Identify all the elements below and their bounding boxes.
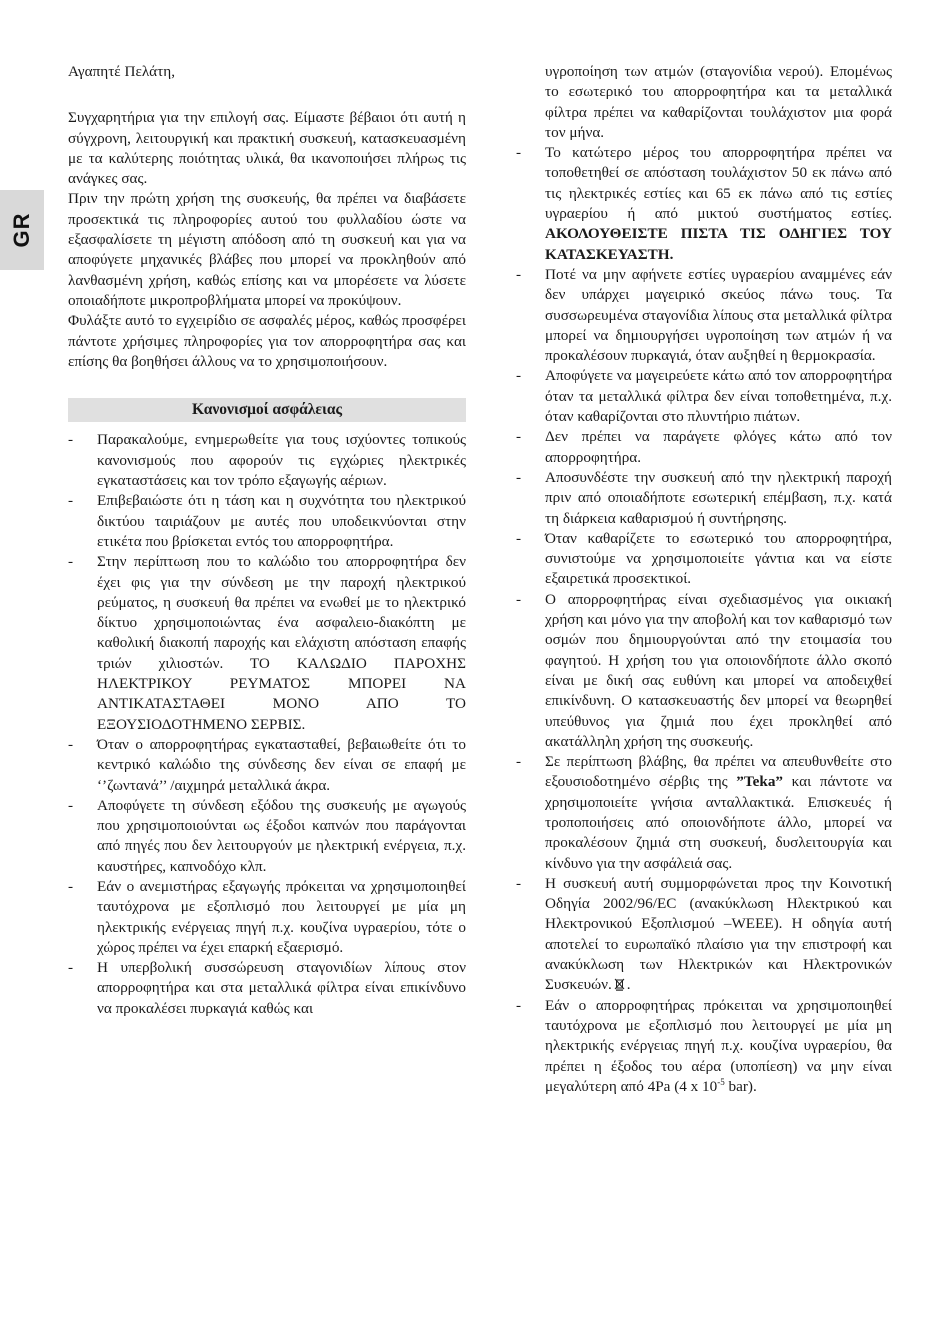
pressure-text-end: bar).: [724, 1077, 757, 1095]
service-text: Σε περίπτωση βλάβης, θα πρέπει να απευθυνθείτε στο εξουσιοδοτημένο σέρβις της: [545, 753, 892, 791]
list-item: - Στην περίπτωση που το καλώδιο του απορροφητήρα δεν έχει φις για την σύνδεση με την παροχή ηλεκτρικού ρεύματος, η συσκευή θα πρέπει να ενωθεί με το ηλεκτρικό δίκτυο χρησιμοποιώντας ένα ασφαλειο-διακόπτη με καθολική διακοπή παροχής και ελάχιστη απόσταση επαφής τριών χιλιοστών. ΤΟ ΚΑΛΩΔΙΟ ΠΑΡΟΧΗΣ ΗΛΕΚΤΡΙΚΟΥ ΡΕΥΜΑΤΟΣ ΜΠΟΡΕΙ ΝΑ ΑΝΤΙΚΑΤΑΣΤΑΘΕΙ ΜΟΝΟ ΑΠΟ ΤΟ ΕΞΟΥΣΙΟΔΟΤΗΜΕΝΟ ΣΕΡΒΙΣ.: [68, 552, 466, 735]
service-text-rest: και πάντοτε να χρησιμοποιείτε γνήσια ανταλλακτικά. Επισκευές ή τροποποιήσεις από οποιονδήποτε άλλο, μπορεί να προκαλέσουν ζημιά στη συσκευή, δυσλειτουργία και κίνδυνο για την ασφάλειά σας.: [545, 773, 892, 872]
list-item-continuation: υγροποίηση των ατμών (σταγονίδια νερού). Επομένως το εσωτερικό του απορροφητήρα και τα μεταλλικά φίλτρα πρέπει να καθαρίζονται τουλάχιστον μια φορά τον μήνα.: [545, 63, 892, 141]
list-item: - Αποφύγετε να μαγειρεύετε κάτω από τον απορροφητήρα όταν τα μεταλλικά φίλτρα δεν είναι τοποθετημένα, π.χ. όταν καθαρίζονται στο πλυντήριο πιάτων.: [516, 366, 892, 427]
safety-list: [68, 430, 466, 1019]
intro-paragraph: Πριν την πρώτη χρήση της συσκευής, θα πρέπει να διαβάσετε προσεκτικά τις πληροφορίες αυτού του φυλλαδίου ώστε να εξασφαλίσετε τη μέγιστη απόδοση από τη συσκευή και για να αποφύγετε μηχανικές βλάβες που μπορεί να προκληθούν από λανθασμένη χρήση, καθώς επίσης και να μπορέσετε να λύσετε οποιαδήποτε μικροπροβλήματα μπορεί να προκύψουν.: [68, 190, 466, 309]
list-item: [516, 752, 892, 874]
list-item: - Ο απορροφητήρας είναι σχεδιασμένος για οικιακή χρήση και μόνο για την αποβολή και τον καθαρισμό των οσμών που δημιουργούνται από την ετοιμασία του φαγητού. Η χρήση του για οποιονδήποτε άλλο σκοπό είναι με δική σας ευθύνη και μπορεί να αποδειχθεί επικίνδυνη. Ο κατασκευαστής δεν μπορεί να θεωρηθεί υπεύθυνος για ζημιά που έχει προκληθεί από ακατάλληλη χρήση της συσκευής.: [516, 590, 892, 752]
crossed-bin-icon: [614, 978, 625, 991]
manufacturer-instructions-notice: ΑΚΟΛΟΥΘΕΙΣΤΕ ΠΙΣΤΑ ΤΙΣ ΟΔΗΓΙΕΣ ΤΟΥ ΚΑΤΑΣΚΕΥΑΣΤΗ.: [545, 225, 892, 263]
hood-distance-text: Το κατώτερο μέρος του απορροφητήρα πρέπει να τοποθετηθεί σε απόσταση τουλάχιστον 50 εκ πάνω από τις ηλεκτρικές εστίες και 65 εκ πάνω από τις εστίες υγραερίου ή από μικτού συστήματος εστίες.: [545, 144, 892, 223]
list-item: [516, 996, 892, 1097]
intro-paragraph: Συγχαρητήρια για την επιλογή σας. Είμαστε βέβαιοι ότι αυτή η σύγχρονη, λειτουργική και πρακτική συσκευή, κατασκευασμένη με τα καλύτερης ποιότητας υλικά, θα ικανοποιήσει πλήρως τις ανάγκες σας.: [68, 109, 466, 188]
list-item: - Όταν καθαρίζετε το εσωτερικό του απορροφητήρα, συνιστούμε να χρησιμοποιείτε γάντια και να είστε εξαιρετικά προσεκτικοί.: [516, 529, 892, 590]
list-item: - Παρακαλούμε, ενημερωθείτε για τους ισχύοντες τοπικούς κανονισμούς που αφορούν τις εγχώριες ηλεκτρικές εγκαταστάσεις και τον τρόπο εξαγωγής αέριων.: [68, 430, 466, 491]
list-item: [516, 874, 892, 996]
list-item: [516, 143, 892, 265]
list-item: - Δεν πρέπει να παράγετε φλόγες κάτω από τον απορροφητήρα.: [516, 427, 892, 468]
left-column: [68, 62, 466, 1019]
right-column: [516, 62, 892, 1097]
list-item: - Αποσυνδέστε την συσκευή από την ηλεκτρική παροχή πριν από οποιαδήποτε εσωτερική επέμβαση, π.χ. κατά τη διάρκεια καθαρισμού ή συντήρησης.: [516, 468, 892, 529]
language-tab: [0, 190, 44, 270]
list-item: - Εάν ο ανεμιστήρας εξαγωγής πρόκειται να χρησιμοποιηθεί ταυτόχρονα με εξοπλισμό που λειτουργεί με μία μη ηλεκτρικής ενέργειας πηγή π.χ. κουζίνα υγραερίου, τότε ο χώρος πρέπει να έχει επαρκή εξαερισμό.: [68, 877, 466, 958]
section-heading-safety: Κανονισμοί ασφάλειας: [68, 398, 466, 422]
list-item: - Επιβεβαιώστε ότι η τάση και η συχνότητα του ηλεκτρικού δικτύου ταιριάζουν με αυτές που υποδεικνύονται στην ετικέτα που βρίσκεται εντός του απορροφητήρα.: [68, 491, 466, 552]
language-tab-label: GR: [9, 212, 34, 248]
list-item: - Η υπερβολική συσσώρευση σταγονιδίων λίπους στον απορροφητήρα και στα μεταλλικά φίλτρα είναι επικίνδυνο να προκαλέσει πυρκαγιά καθώς και: [68, 958, 466, 1019]
intro-paragraph: Φυλάξτε αυτό το εγχειρίδιο σε ασφαλές μέρος, καθώς προσφέρει πάντοτε χρήσιμες πληροφορίες για τον απορροφητήρα σας και επίσης θα βοηθήσει άλλους να το χρησιμοποιήσουν.: [68, 312, 466, 370]
greeting: Αγαπητέ Πελάτη,: [68, 63, 175, 80]
brand-name: ”Teka”: [736, 773, 784, 791]
list-item: - Όταν ο απορροφητήρας εγκατασταθεί, βεβαιωθείτε ότι το κεντρικό καλώδιο της σύνδεσης δεν είναι σε επαφή με ‘’ζωντανά’’ /αιχμηρά μεταλλικά άκρα.: [68, 735, 466, 796]
weee-text-end: .: [626, 976, 631, 994]
weee-text: Η συσκευή αυτή συμμορφώνεται προς την Κοινοτική Οδηγία 2002/96/EC (ανακύκλωση Ηλεκτρικού και Ηλεκτρονικού Εξοπλισμού –WEEE). Η οδηγία αυτή αποτελεί το ευρωπαϊκό πλαίσιο για την επιστροφή και ανακύκλωση των Ηλεκτρικών και Ηλεκτρονικών Συσκευών.: [545, 874, 892, 994]
list-item: - Ποτέ να μην αφήνετε εστίες υγραερίου αναμμένες εάν δεν υπάρχει μαγειρικό σκεύος πάνω τους. Τα συσσωρευμένα σταγονίδια λίπους στα μεταλλικά φίλτρα μπορεί να δημιουργήσει υγροποίηση των ατμών ή να προκαλέσουν πυρκαγιά, όταν αυξηθεί η θερμοκρασία.: [516, 265, 892, 366]
exponent: -5: [717, 1076, 725, 1087]
pressure-text: Εάν ο απορροφητήρας πρόκειται να χρησιμοποιηθεί ταυτόχρονα με εξοπλισμό που λειτουργεί με μία μη ηλεκτρικής ενέργειας πηγή π.χ. κουζίνα υγραερίου, θα πρέπει η έξοδος του αέρα (υποπίεση) να μην είναι μεγαλύτερη από 4Pa (4 x 10: [545, 996, 892, 1095]
list-item: - Αποφύγετε τη σύνδεση εξόδου της συσκευής με αγωγούς που χρησιμοποιούνται ως έξοδοι καπνών που παράγονται από πηγές που δεν λειτουργούν με ηλεκτρική ενέργεια, π.χ. καυστήρες, καπνοδόχο κλπ.: [68, 796, 466, 877]
safety-list-continued: [516, 62, 892, 1097]
